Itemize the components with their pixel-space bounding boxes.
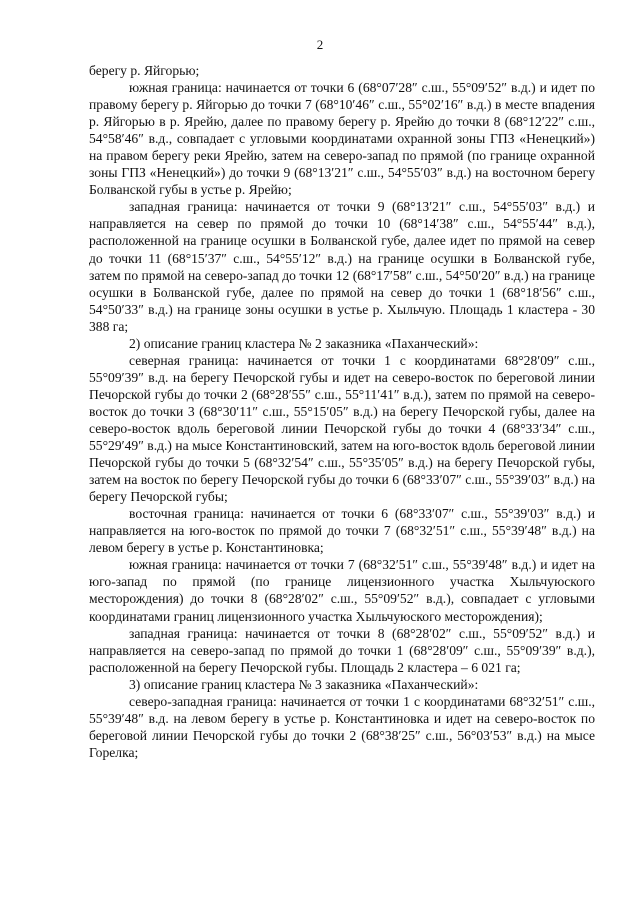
paragraph-cluster-3-heading: 3) описание границ кластера № 3 заказника «Паханческий»: (129, 676, 479, 692)
page-number: 2 (316, 37, 324, 52)
paragraph-continuation: берегу р. Яйгорью; (89, 63, 200, 78)
document-body (89, 62, 595, 761)
paragraph-eastern-boundary-cluster-2: восточная граница: начинается от точки 6 (68°33′07″ с.ш., 55°39′03″ в.д.) и направляется на юго-восток по прямой до точки 7 (68°32′51″ с.ш., 55°39′48″ в.д.) на левом берегу в устье р. Константиновка; (89, 506, 595, 556)
paragraph-southern-boundary-cluster-2: южная граница: начинается от точки 7 (68°32′51″ с.ш., 55°39′48″ в.д.) и идет на юго-запад по прямой (по границе лицензионного участка Хыльчуюского месторождения) до точки 8 (68°28′02″ с.ш., 55°09′52″ в.д.), совпадает с угловыми координатами границ лицензионного участка Хыльчуюского месторождения); (89, 557, 595, 624)
paragraph-northern-boundary-cluster-2: северная граница: начинается от точки 1 с координатами 68°28′09″ с.ш., 55°09′39″ в.д. на берегу Печорской губы и идет на северо-восток по береговой линии Печорской губы до точки 2 (68°28′55″ с.ш., 55°11′41″ в.д.), затем по прямой на северо-восток до точки 3 (68°30′11″ с.ш., 55°15′05″ в.д.) на берегу Печорской губы, далее на северо-восток вдоль береговой линии Печорской губы до точки 4 (68°33′34″ с.ш., 55°29′49″ в.д.) на мысе Константиновский, затем на юго-восток вдоль береговой линии Печорской губы до точки 5 (68°32′54″ с.ш., 55°35′05″ в.д.) на берегу Печорской губы, затем на восток по берегу Печорской губы до точки 6 (68°33′07″ с.ш., 55°39′03″ в.д.) на берегу Печорской губы; (89, 352, 595, 505)
paragraph-northwestern-boundary-cluster-3: северо-западная граница: начинается от точки 1 с координатами 68°32′51″ с.ш., 55°39′48″ в.д. на левом берегу в устье р. Константиновка и идет на северо-восток по береговой линии Печорской губы до точки 2 (68°38′25″ с.ш., 56°03′53″ в.д.) на мысе Горелка; (89, 693, 595, 760)
paragraph-western-boundary-cluster-1: западная граница: начинается от точки 9 (68°13′21″ с.ш., 54°55′03″ в.д.) и направляется на север по прямой до точки 10 (68°14′38″ с.ш., 54°55′44″ в.д.), расположенной на границе осушки в Болванской губе, далее идет по прямой на север до точки 11 (68°15′37″ с.ш., 54°55′12″ в.д.) на границе осушки в Болванской губе, затем по прямой на северо-запад до точки 12 (68°17′58″ с.ш., 54°50′20″ в.д.) на границе осушки в Болванской губе, далее по прямой на север до точки 1 (68°18′56″ с.ш., 54°50′33″ в.д.) на границе зоны осушки в устье р. Хыльчую. Площадь 1 кластера - 30 388 га; (89, 199, 595, 334)
paragraph-southern-boundary-cluster-1: южная граница: начинается от точки 6 (68°07′28″ с.ш., 55°09′52″ в.д.) и идет по правому берегу р. Яйгорью до точки 7 (68°10′46″ с.ш., 55°02′16″ в.д.) в месте впадения р. Яйгорью в р. Ярейю, далее по правому берегу р. Ярейю до точки 8 (68°12′22″ с.ш., 54°58′46″ в.д., совпадает с угловыми координатами охранной зоны ГПЗ «Ненецкий») на правом берегу реки Ярейю, затем на северо-запад по прямой (по границе охранной зоны ГПЗ «Ненецкий») до точки 9 (68°13′21″ с.ш., 54°55′03″ в.д.) на восточном берегу Болванской губы в устье р. Ярейю; (89, 80, 595, 198)
paragraph-cluster-2-heading: 2) описание границ кластера № 2 заказника «Паханческий»: (129, 335, 479, 351)
paragraph-western-boundary-cluster-2: западная граница: начинается от точки 8 (68°28′02″ с.ш., 55°09′52″ в.д.) и направляется на северо-запад по прямой до точки 1 (68°28′09″ с.ш., 55°09′39″ в.д.), расположенной на берегу Печорской губы. Площадь 2 кластера – 6 021 га; (89, 625, 595, 675)
